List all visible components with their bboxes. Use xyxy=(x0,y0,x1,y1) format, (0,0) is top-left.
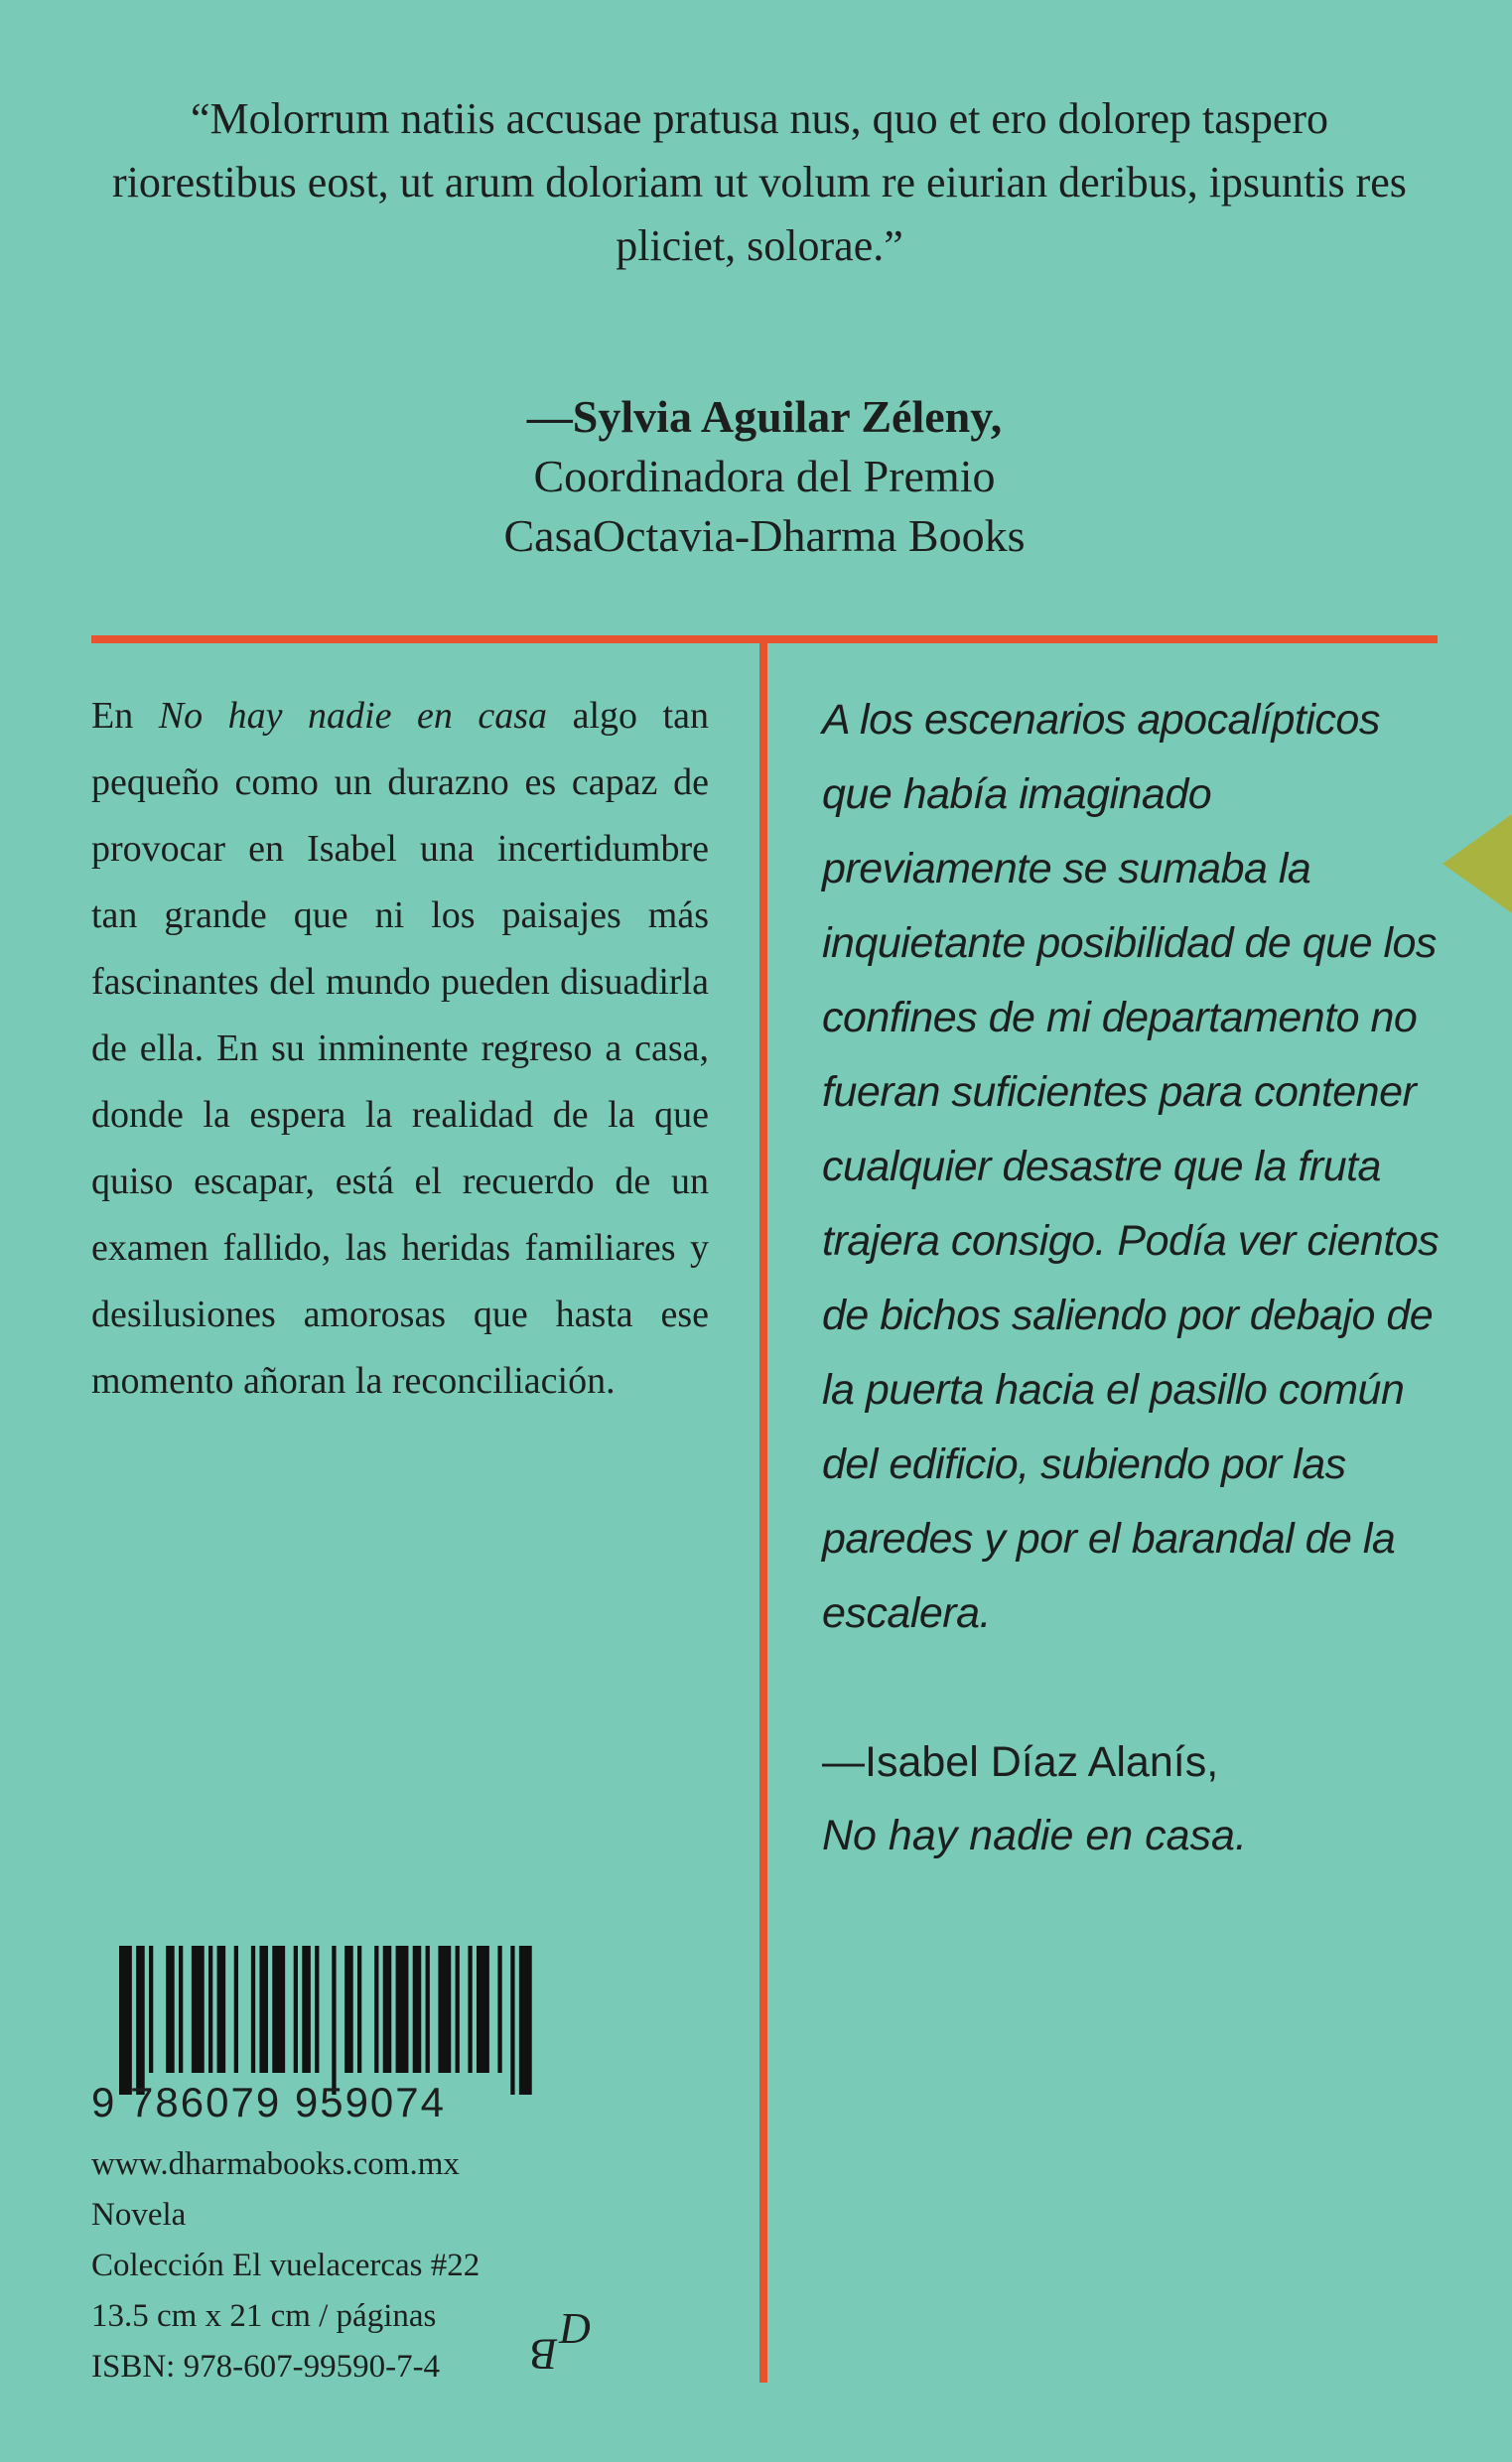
barcode-bar xyxy=(217,1946,226,2073)
excerpt-paragraph: A los escenarios apocalípticos que había imaginado previamente se sumaba la inquietante posibilidad de que los confines de mi departamento no fueran suficientes para contener cualquier desastre que la fruta trajera consigo. Podía ver cientos de bichos saliendo por debajo de la puerta hacia el pasillo común del edificio, subiendo por las paredes y por el barandal de la escalera. xyxy=(822,696,1440,1637)
barcode-bar xyxy=(497,1946,501,2073)
barcode-bar xyxy=(438,1946,451,2073)
barcode-bar xyxy=(136,1946,145,2095)
barcode-bar xyxy=(383,1946,392,2073)
barcode-bar xyxy=(192,1946,205,2073)
vertical-divider xyxy=(759,635,767,2383)
book-genre: Novela xyxy=(91,2197,187,2233)
barcode-bar xyxy=(456,1946,460,2073)
barcode-bar xyxy=(119,1946,132,2095)
barcode-bar xyxy=(510,1946,514,2095)
barcode-bar xyxy=(259,1946,268,2073)
barcode-bar xyxy=(468,1946,472,2073)
publisher-website: www.dharmabooks.com.mx xyxy=(91,2146,460,2182)
barcode-bar xyxy=(374,1946,378,2073)
synopsis-body: algo tan pequeño como un durazno es capaz de provocar en Isabel una incertidumbre tan grande que ni los paisajes más fascinantes del mundo pueden disuadirla de ella. En su inminente regreso a casa, donde la espera la realidad de la que quiso escapar, está el recuerdo de un examen fallido, las heridas familiares y desilusiones amorosas que hasta ese momento añoran la reconciliación. xyxy=(91,695,709,1402)
barcode-bar xyxy=(149,1946,153,2073)
barcode-bar xyxy=(357,1946,361,2073)
barcode-bar xyxy=(251,1946,255,2073)
barcode-bar xyxy=(332,1946,336,2095)
book-isbn: ISBN: 978-607-99590-7-4 xyxy=(91,2349,441,2385)
barcode-bar xyxy=(179,1946,183,2073)
barcode-bar xyxy=(208,1946,212,2073)
barcode-bar xyxy=(315,1946,319,2073)
blurb-quote: “Molorrum natiis accusae pratusa nus, quo et ero dolorep taspero riorestibus eost, ut arum doloriam ut volum re eiurian deribus, ipsuntis res pliciet, solorae.” xyxy=(112,94,1407,270)
barcode-bar xyxy=(166,1946,175,2073)
barcode-bar xyxy=(519,1946,532,2095)
barcode-bar xyxy=(272,1946,285,2073)
barcode-bar xyxy=(426,1946,430,2073)
barcode-bar xyxy=(344,1946,353,2073)
synopsis-paragraph xyxy=(91,683,709,1415)
barcode-bar xyxy=(413,1946,422,2073)
barcode-number: 9 786079 959074 xyxy=(91,2079,446,2125)
leaf-decoration-icon xyxy=(1443,814,1512,913)
barcode xyxy=(119,1946,536,2095)
barcode-bar xyxy=(302,1946,311,2073)
barcode-bar xyxy=(477,1946,489,2073)
barcode-bar xyxy=(294,1946,298,2073)
barcode-bar xyxy=(234,1946,238,2073)
logo-letter-d: D xyxy=(559,2304,591,2353)
synopsis-book-title: No hay nadie en casa xyxy=(158,695,548,737)
logo-letter-b: B xyxy=(531,2330,558,2379)
synopsis-intro: En xyxy=(91,695,159,737)
excerpt-attribution xyxy=(822,1725,1440,1872)
book-size: 13.5 cm x 21 cm / páginas xyxy=(91,2298,437,2334)
excerpt-work-title: No hay nadie en casa. xyxy=(822,1812,1247,1859)
blurb-role-line2: CasaOctavia-Dharma Books xyxy=(503,510,1026,561)
blurb-author-name: —Sylvia Aguilar Zéleny, xyxy=(526,391,1003,442)
book-collection: Colección El vuelacercas #22 xyxy=(91,2248,481,2283)
barcode-bar xyxy=(396,1946,409,2073)
excerpt-author: —Isabel Díaz Alanís, xyxy=(822,1738,1219,1786)
publisher-logo-icon xyxy=(531,2303,601,2383)
blurb-role-line1: Coordinadora del Premio xyxy=(533,451,996,501)
blurb-attribution xyxy=(357,387,1171,566)
